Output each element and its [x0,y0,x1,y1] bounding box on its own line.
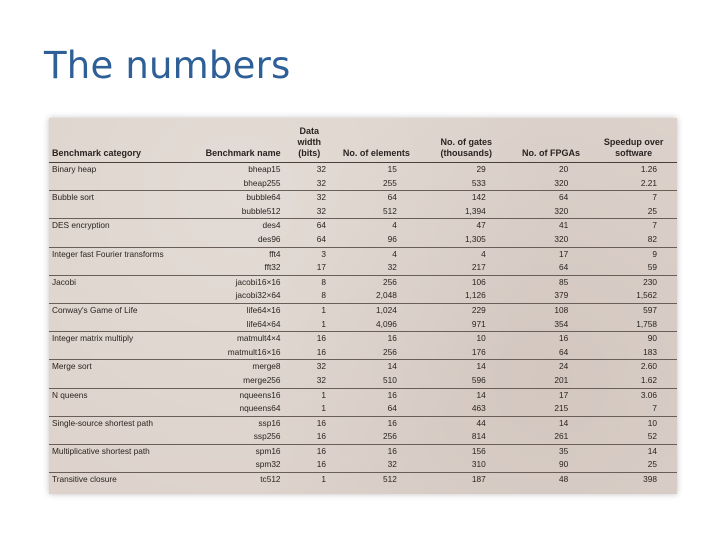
cell-category: Integer fast Fourier transforms [52,248,164,259]
cell-elements: 512 [382,474,397,485]
table-row [49,219,677,233]
cell-speedup: 9 [652,248,657,259]
cell-width: 64 [316,220,326,231]
cell-name: tc512 [260,474,281,485]
cell-gates: 14 [476,389,486,400]
cell-gates: 14 [476,361,486,372]
cell-name: matmult4×4 [236,333,281,344]
cell-elements: 32 [332,458,421,472]
cell-name: bubble64 [246,192,281,203]
cell-elements: 1,024 [376,304,397,315]
cell-speedup: 2.21 [590,177,677,191]
header-gates: No. of gates (thousands) [421,118,512,163]
cell-elements: 510 [332,374,421,388]
cell-fpgas: 261 [512,430,591,444]
cell-elements: 256 [332,346,421,360]
cell-category [49,458,200,472]
cell-elements: 32 [332,261,421,275]
cell-speedup: 25 [590,458,677,472]
cell-width: 17 [287,261,332,275]
cell-fpgas: 48 [558,474,569,485]
cell-gates: 187 [471,474,486,485]
cell-speedup: 183 [590,346,677,360]
cell-width: 32 [316,192,326,203]
cell-category [49,402,200,416]
table-row [49,318,677,332]
table-row [49,177,677,191]
table-row [49,473,677,487]
cell-fpgas: 14 [558,417,569,428]
cell-fpgas: 201 [512,374,591,388]
cell-name: spm16 [255,445,281,456]
cell-width: 16 [316,333,326,344]
cell-category: DES encryption [52,220,110,231]
header-name: Benchmark name [200,118,287,163]
cell-width: 64 [287,233,332,247]
cell-name: bubble512 [200,205,287,219]
cell-speedup: 398 [643,474,657,485]
table-row [49,191,677,205]
cell-fpgas: 64 [558,192,569,203]
cell-gates: 229 [471,304,486,315]
table-row [49,275,677,289]
table-row [49,163,677,177]
cell-fpgas: 354 [512,318,591,332]
cell-name: ssp16 [258,417,281,428]
cell-fpgas: 64 [512,346,591,360]
cell-width: 1 [321,304,326,315]
cell-category [49,233,200,247]
cell-speedup: 1,758 [590,318,677,332]
cell-category [49,346,200,360]
cell-category: Multiplicative shortest path [52,445,150,456]
cell-speedup: 3.06 [640,389,657,400]
cell-gates: 814 [421,430,512,444]
header-width: Data width (bits) [287,118,332,163]
cell-gates: 310 [421,458,512,472]
cell-speedup: 1.26 [640,164,657,174]
cell-speedup: 52 [590,430,677,444]
cell-fpgas: 41 [558,220,569,231]
cell-category: Bubble sort [52,192,94,203]
cell-fpgas: 17 [558,389,569,400]
cell-name: bheap15 [248,164,281,174]
cell-category [49,205,200,219]
cell-name: merge256 [200,374,287,388]
cell-width: 32 [287,177,332,191]
cell-width: 16 [287,346,332,360]
cell-fpgas: 320 [512,177,591,191]
cell-elements: 16 [387,333,397,344]
cell-width: 8 [321,276,326,287]
cell-name: ssp256 [200,430,287,444]
cell-name: des4 [262,220,281,231]
table-row [49,360,677,374]
cell-speedup: 25 [590,205,677,219]
cell-gates: 156 [471,445,486,456]
cell-gates: 1,305 [421,233,512,247]
table-row [49,332,677,346]
cell-width: 32 [316,164,326,174]
cell-category: N queens [52,389,88,400]
cell-width: 3 [321,248,326,259]
cell-name: life64×64 [200,318,287,332]
slide-title: The numbers [44,44,291,87]
cell-speedup: 59 [590,261,677,275]
cell-name: jacobi32×64 [200,289,287,303]
header-fpgas: No. of FPGAs [512,118,591,163]
cell-width: 16 [287,458,332,472]
cell-elements: 4 [392,220,397,231]
cell-elements: 256 [382,276,397,287]
cell-name: life64×16 [246,304,281,315]
cell-width: 32 [287,374,332,388]
cell-gates: 463 [421,402,512,416]
cell-speedup: 14 [647,445,657,456]
cell-gates: 1,126 [421,289,512,303]
table-header-row [49,118,677,163]
cell-name: fft4 [269,248,281,259]
cell-elements: 64 [332,402,421,416]
cell-fpgas: 320 [512,233,591,247]
cell-speedup: 597 [643,304,657,315]
cell-gates: 217 [421,261,512,275]
cell-fpgas: 215 [512,402,591,416]
cell-speedup: 1.62 [590,374,677,388]
cell-speedup: 7 [590,402,677,416]
cell-width: 16 [316,417,326,428]
cell-elements: 4,096 [332,318,421,332]
cell-fpgas: 24 [558,361,569,372]
cell-speedup: 230 [643,276,657,287]
cell-gates: 971 [421,318,512,332]
header-category: Benchmark category [49,118,200,163]
cell-name: fft32 [200,261,287,275]
cell-gates: 176 [421,346,512,360]
cell-width: 32 [316,361,326,372]
cell-elements: 16 [387,445,397,456]
cell-elements: 255 [332,177,421,191]
cell-width: 1 [287,318,332,332]
cell-category [49,177,200,191]
cell-width: 1 [321,389,326,400]
cell-category: Integer matrix multiply [52,333,134,344]
table-row [49,458,677,472]
cell-fpgas: 17 [558,248,569,259]
table-row [49,247,677,261]
cell-category: Merge sort [52,361,92,372]
cell-width: 32 [287,205,332,219]
cell-name: nqueens16 [239,389,281,400]
cell-speedup: 90 [647,333,657,344]
cell-elements: 64 [387,192,397,203]
table-row [49,444,677,458]
cell-speedup: 82 [590,233,677,247]
cell-gates: 44 [476,417,486,428]
cell-name: matmult16×16 [200,346,287,360]
table-row [49,261,677,275]
cell-speedup: 10 [647,417,657,428]
benchmark-table-image [49,118,677,494]
cell-width: 1 [321,474,326,485]
cell-gates: 142 [471,192,486,203]
cell-width: 16 [316,445,326,456]
cell-gates: 596 [421,374,512,388]
table-row [49,346,677,360]
cell-fpgas: 320 [512,205,591,219]
benchmark-table [49,118,677,487]
cell-category [49,374,200,388]
cell-elements: 14 [387,361,397,372]
header-speedup: Speedup over software [590,118,677,163]
cell-fpgas: 90 [512,458,591,472]
cell-gates: 4 [481,248,486,259]
table-row [49,402,677,416]
cell-width: 8 [287,289,332,303]
cell-name: merge8 [252,361,281,372]
cell-fpgas: 20 [558,164,569,174]
cell-name: des96 [200,233,287,247]
cell-elements: 15 [387,164,397,174]
cell-elements: 96 [332,233,421,247]
cell-elements: 16 [387,417,397,428]
cell-gates: 106 [471,276,486,287]
header-elements: No. of elements [332,118,421,163]
cell-speedup: 1,562 [590,289,677,303]
cell-elements: 2,048 [332,289,421,303]
cell-category [49,430,200,444]
cell-speedup: 2.60 [640,361,657,372]
cell-elements: 512 [332,205,421,219]
cell-elements: 4 [392,248,397,259]
cell-elements: 16 [387,389,397,400]
cell-category: Conway's Game of Life [52,304,138,315]
cell-category [49,318,200,332]
cell-category: Binary heap [52,164,97,174]
table-row [49,205,677,219]
table-row [49,289,677,303]
cell-fpgas: 379 [512,289,591,303]
cell-fpgas: 64 [512,261,591,275]
cell-width: 16 [287,430,332,444]
table-row [49,416,677,430]
cell-category: Transitive closure [52,474,117,485]
table-row [49,430,677,444]
table-row [49,388,677,402]
cell-speedup: 7 [652,192,657,203]
cell-fpgas: 35 [558,445,569,456]
cell-gates: 47 [476,220,486,231]
cell-category: Jacobi [52,276,76,287]
cell-fpgas: 85 [558,276,569,287]
table-row [49,303,677,317]
cell-gates: 10 [476,333,486,344]
cell-width: 1 [287,402,332,416]
cell-speedup: 7 [652,220,657,231]
cell-gates: 29 [476,164,486,174]
cell-name: spm32 [200,458,287,472]
table-row [49,374,677,388]
cell-gates: 1,394 [421,205,512,219]
cell-name: bheap255 [200,177,287,191]
cell-category [49,261,200,275]
cell-fpgas: 108 [554,304,569,315]
cell-category: Single-source shortest path [52,417,154,428]
cell-fpgas: 16 [558,333,569,344]
cell-category [49,289,200,303]
cell-name: nqueens64 [200,402,287,416]
table-row [49,233,677,247]
cell-name: jacobi16×16 [235,276,281,287]
cell-elements: 256 [332,430,421,444]
cell-gates: 533 [421,177,512,191]
